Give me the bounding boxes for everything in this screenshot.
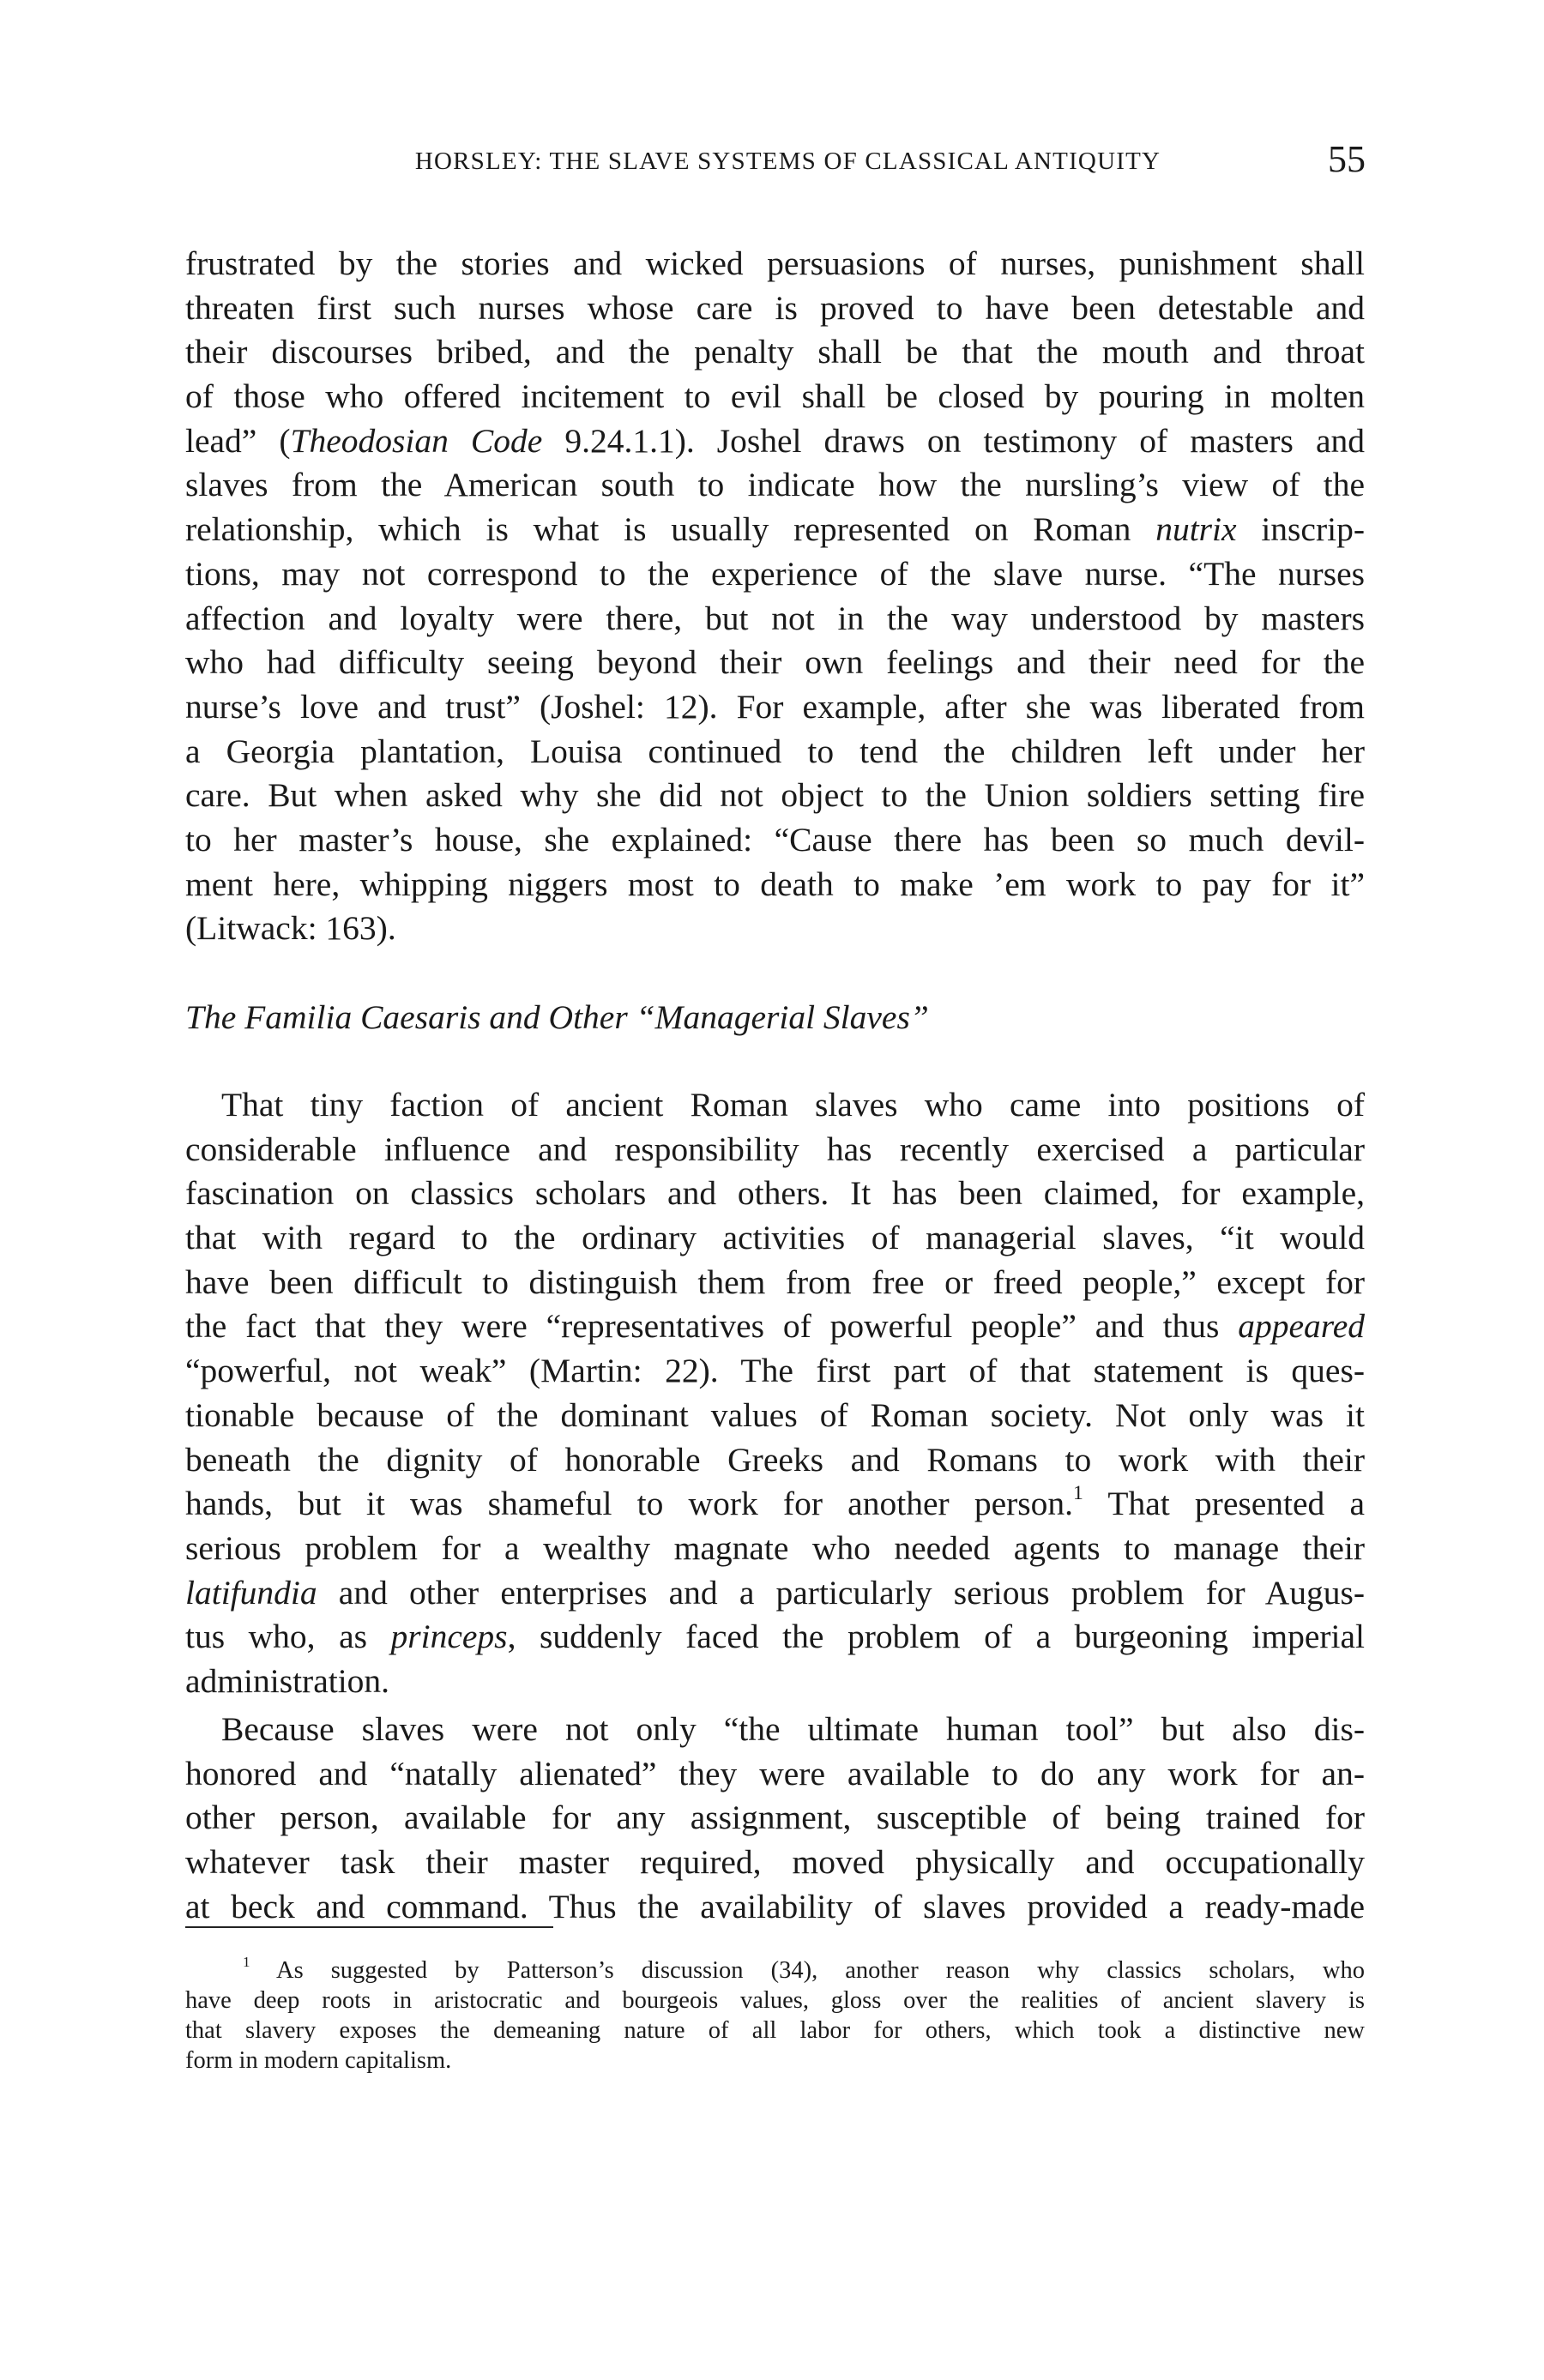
text-run: serious problem for a wealthy magnate who needed agents to manage their — [185, 1528, 1365, 1567]
text-line — [185, 463, 1365, 508]
text-run: have been difficult to distinguish them from free or freed people,” except for — [185, 1262, 1365, 1301]
text-run: frustrated by the stories and wicked persuasions of nurses, punishment shall — [185, 244, 1365, 282]
text-run: who had difficulty seeing beyond their own feelings and their need for the — [185, 643, 1365, 682]
italic-text: Theodosian Code — [290, 421, 543, 460]
text-run: relationship, which is what is usually represented on Roman — [185, 510, 1156, 549]
page-number: 55 — [1328, 138, 1366, 180]
text-run: at beck and command. Thus the availability of slaves provided a ready-made — [185, 1887, 1365, 1925]
text-line — [185, 1708, 1365, 1752]
text-line — [185, 1796, 1365, 1841]
text-run: that with regard to the ordinary activities of managerial slaves, “it would — [185, 1219, 1365, 1257]
text-run: that slavery exposes the demeaning nature of all labor for others, which took a distinctive new — [185, 2017, 1365, 2044]
text-run: other person, available for any assignment, susceptible of being trained for — [185, 1799, 1365, 1837]
text-line — [185, 552, 1365, 597]
italic-text: The Familia Caesaris and Other “Managerial Slaves” — [185, 998, 929, 1036]
text-run: to her master’s house, she explained: “Cause there has been so much devil- — [185, 820, 1365, 859]
text-run: considerable influence and responsibility has recently exercised a particular — [185, 1130, 1365, 1168]
text-run: a Georgia plantation, Louisa continued to tend the children left under her — [185, 732, 1365, 770]
text-run: ment here, whipping niggers most to death to make ’em work to pay for it” — [185, 865, 1365, 903]
text-line — [185, 1216, 1365, 1261]
text-run: tus who, as — [185, 1618, 391, 1656]
text-line — [185, 1615, 1365, 1660]
text-line — [185, 641, 1365, 685]
italic-text: latifundia — [185, 1573, 317, 1612]
text-run: 9.24.1.1). Joshel draws on testimony of masters and — [542, 421, 1365, 460]
body-paragraph — [185, 242, 1365, 951]
text-line — [185, 1438, 1365, 1483]
text-line — [185, 1261, 1365, 1305]
text-line — [185, 1841, 1365, 1885]
text-line — [185, 907, 1365, 951]
text-run: administration. — [185, 1661, 390, 1700]
text-line — [185, 1304, 1365, 1349]
text-run: (Litwack: 163). — [185, 909, 396, 948]
text-line — [185, 1083, 1365, 1128]
text-line — [185, 2015, 1365, 2046]
text-run: As suggested by Patterson’s discussion (34), another reason why classics scholars, who — [250, 1957, 1365, 1984]
text-line — [185, 685, 1365, 730]
text-run: Because slaves were not only “the ultimate human tool” but also dis- — [221, 1710, 1365, 1748]
text-line — [185, 1172, 1365, 1216]
text-line — [185, 286, 1365, 331]
footnote-marker[interactable]: 1 — [1073, 1482, 1083, 1505]
text-run: whatever task their master required, moved physically and occupationally — [185, 1843, 1365, 1882]
text-line — [185, 996, 1365, 1040]
text-run: the fact that they were “representatives of powerful people” and thus — [185, 1307, 1239, 1346]
text-line — [185, 1571, 1365, 1616]
text-line — [185, 1752, 1365, 1797]
text-line — [185, 730, 1365, 774]
italic-text: nutrix — [1155, 510, 1237, 549]
text-run: of those who offered incitement to evil shall be closed by pouring in molten — [185, 377, 1365, 416]
text-run: tions, may not correspond to the experience of the slave nurse. “The nurses — [185, 554, 1365, 593]
text-line — [185, 1482, 1365, 1527]
text-line — [185, 508, 1365, 552]
text-run: form in modern capitalism. — [185, 2047, 452, 2074]
text-line — [185, 1885, 1365, 1930]
text-line — [185, 1527, 1365, 1571]
text-run: honored and “natally alienated” they were available to do any work for an- — [185, 1754, 1365, 1793]
text-line — [185, 774, 1365, 818]
italic-text: princeps — [390, 1618, 508, 1656]
footnote-marker[interactable]: 1 — [243, 1954, 250, 1971]
text-line — [185, 1660, 1365, 1704]
text-line — [185, 818, 1365, 863]
text-line — [185, 419, 1365, 464]
text-line — [185, 1955, 1365, 1985]
text-run: nurse’s love and trust” (Joshel: 12). For example, after she was liberated from — [185, 687, 1365, 726]
text-run: tionable because of the dominant values of Roman society. Not only was it — [185, 1395, 1365, 1434]
text-line — [185, 2046, 1365, 2076]
text-line — [185, 375, 1365, 419]
text-line — [185, 597, 1365, 642]
text-run: beneath the dignity of honorable Greeks and Romans to work with their — [185, 1440, 1365, 1479]
text-run: fascination on classics scholars and others. It has been claimed, for example, — [185, 1174, 1365, 1213]
text-run: and other enterprises and a particularly serious problem for Augus- — [317, 1573, 1365, 1612]
text-run: That presented a — [1083, 1485, 1365, 1523]
body-paragraph — [185, 1708, 1365, 1929]
text-run: inscrip- — [1236, 510, 1365, 549]
text-line — [185, 1985, 1365, 2015]
text-line — [185, 1349, 1365, 1394]
text-run: care. But when asked why she did not object to the Union soldiers setting fire — [185, 776, 1365, 815]
text-run: , suddenly faced the problem of a burgeoning imperial — [507, 1618, 1365, 1656]
text-run: slaves from the American south to indicate how the nursling’s view of the — [185, 466, 1365, 504]
text-run: have deep roots in aristocratic and bourgeois values, gloss over the realities of ancient slavery is — [185, 1987, 1365, 2014]
footnote-divider — [185, 1926, 553, 1928]
text-run: lead” ( — [185, 421, 291, 460]
text-run: affection and loyalty were there, but not in the way understood by masters — [185, 599, 1365, 637]
text-run: hands, but it was shameful to work for another person. — [185, 1485, 1074, 1523]
footnote — [185, 1955, 1365, 2076]
text-run: “powerful, not weak” (Martin: 22). The first part of that statement is ques- — [185, 1352, 1365, 1390]
body-paragraph — [185, 1083, 1365, 1704]
text-line — [185, 330, 1365, 375]
text-line — [185, 1128, 1365, 1172]
running-header: HORSLEY: THE SLAVE SYSTEMS OF CLASSICAL ANTIQUITY — [414, 148, 1161, 175]
text-line — [185, 863, 1365, 907]
text-line — [185, 242, 1365, 286]
text-run: That tiny faction of ancient Roman slaves who came into positions of — [221, 1086, 1365, 1124]
text-run: their discourses bribed, and the penalty shall be that the mouth and throat — [185, 333, 1365, 371]
text-line — [185, 1394, 1365, 1438]
text-run: threaten first such nurses whose care is proved to have been detestable and — [185, 288, 1365, 327]
section-heading — [185, 996, 1365, 1040]
italic-text: appeared — [1238, 1307, 1365, 1346]
